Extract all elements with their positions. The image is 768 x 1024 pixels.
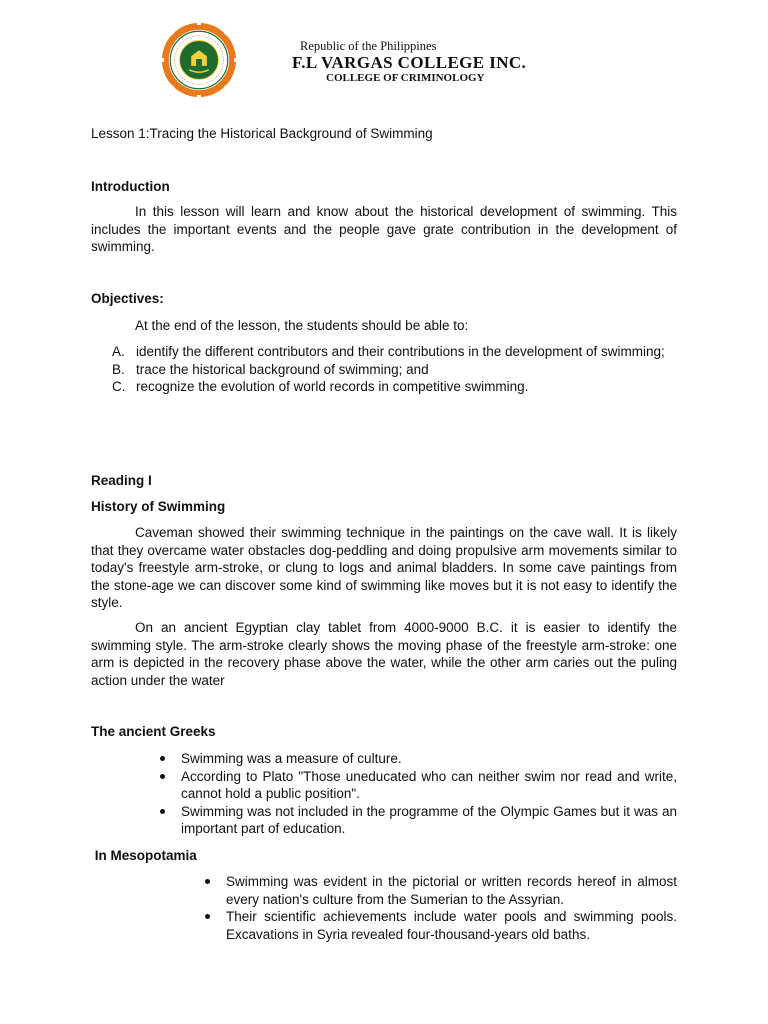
objectives-lead: At the end of the lesson, the students should be able to: bbox=[135, 318, 469, 333]
mesopotamia-heading: In Mesopotamia bbox=[91, 848, 197, 863]
greeks-heading: The ancient Greeks bbox=[91, 724, 216, 739]
bullet-icon bbox=[160, 774, 165, 779]
reading-subheading: History of Swimming bbox=[91, 499, 226, 514]
introduction-text: In this lesson will learn and know about the historical development of swimming. This includes the important events and the people gave grate contribution in the development of swimming. bbox=[91, 204, 677, 254]
objective-item bbox=[112, 378, 677, 396]
objective-text: identify the different contributors and their contributions in the development of swimming; bbox=[136, 344, 665, 359]
header-college-name: F.L VARGAS COLLEGE INC. bbox=[292, 53, 527, 72]
objective-marker: C. bbox=[112, 379, 126, 394]
reading-paragraph-1 bbox=[91, 524, 677, 612]
objectives-list bbox=[112, 343, 677, 396]
reading-paragraph-2 bbox=[91, 619, 677, 689]
reading-p2-text: On an ancient Egyptian clay tablet from 4000-9000 B.C. it is easier to identify the swimming style. The arm-stroke clearly shows the moving phase of the freestyle arm-stroke: one arm is depicted in the recovery phase above the water, while the other arm caries out the puling action under the water bbox=[91, 620, 677, 688]
list-item bbox=[203, 873, 677, 908]
list-item-text: Swimming was a measure of culture. bbox=[181, 751, 402, 766]
header-department: COLLEGE OF CRIMINOLOGY bbox=[326, 72, 485, 84]
list-item-text: Swimming was evident in the pictorial or written records hereof in almost every nation's culture from the Sumerian to the Assyrian. bbox=[226, 874, 677, 907]
introduction-heading: Introduction bbox=[91, 179, 170, 194]
list-item bbox=[158, 768, 677, 803]
list-item bbox=[203, 908, 677, 943]
objective-text: trace the historical background of swimming; and bbox=[136, 361, 429, 377]
reading-heading: Reading I bbox=[91, 473, 152, 488]
header-republic: Republic of the Philippines bbox=[300, 39, 437, 53]
objective-marker: B. bbox=[112, 361, 125, 377]
bullet-icon bbox=[160, 756, 165, 761]
list-item-text: According to Plato "Those uneducated who can neither swim nor read and write, cannot hold a public position". bbox=[181, 768, 677, 801]
bullet-icon bbox=[205, 914, 210, 919]
bullet-icon bbox=[160, 809, 165, 814]
greeks-list bbox=[158, 750, 677, 838]
objective-text: recognize the evolution of world records in competitive swimming. bbox=[136, 379, 529, 394]
introduction-paragraph bbox=[91, 203, 677, 256]
objectives-heading: Objectives: bbox=[91, 291, 164, 306]
list-item-text: Their scientific achievements include water pools and swimming pools. Excavations in Syria revealed four-thousand-years old baths. bbox=[226, 909, 677, 942]
list-item-text: Swimming was not included in the programme of the Olympic Games but it was an important part of education. bbox=[181, 803, 677, 836]
college-seal-logo bbox=[160, 21, 238, 99]
objective-marker: A. bbox=[112, 344, 125, 359]
reading-p1-text: Caveman showed their swimming technique in the paintings on the cave wall. It is likely that they overcame water obstacles dog-peddling and doing propulsive arm movements similar to today's freestyle arm-stroke, or clung to logs and animal bladders. In some cave paintings from the stone-age we can discover some kind of swimming like moves but it is not easy to identify the style. bbox=[91, 525, 677, 610]
mesopotamia-list bbox=[203, 873, 677, 943]
list-item bbox=[158, 750, 677, 768]
lesson-title: Lesson 1:Tracing the Historical Background of Swimming bbox=[91, 126, 433, 141]
bullet-icon bbox=[205, 879, 210, 884]
objective-item bbox=[112, 361, 677, 379]
objective-item bbox=[112, 343, 677, 361]
list-item bbox=[158, 803, 677, 838]
